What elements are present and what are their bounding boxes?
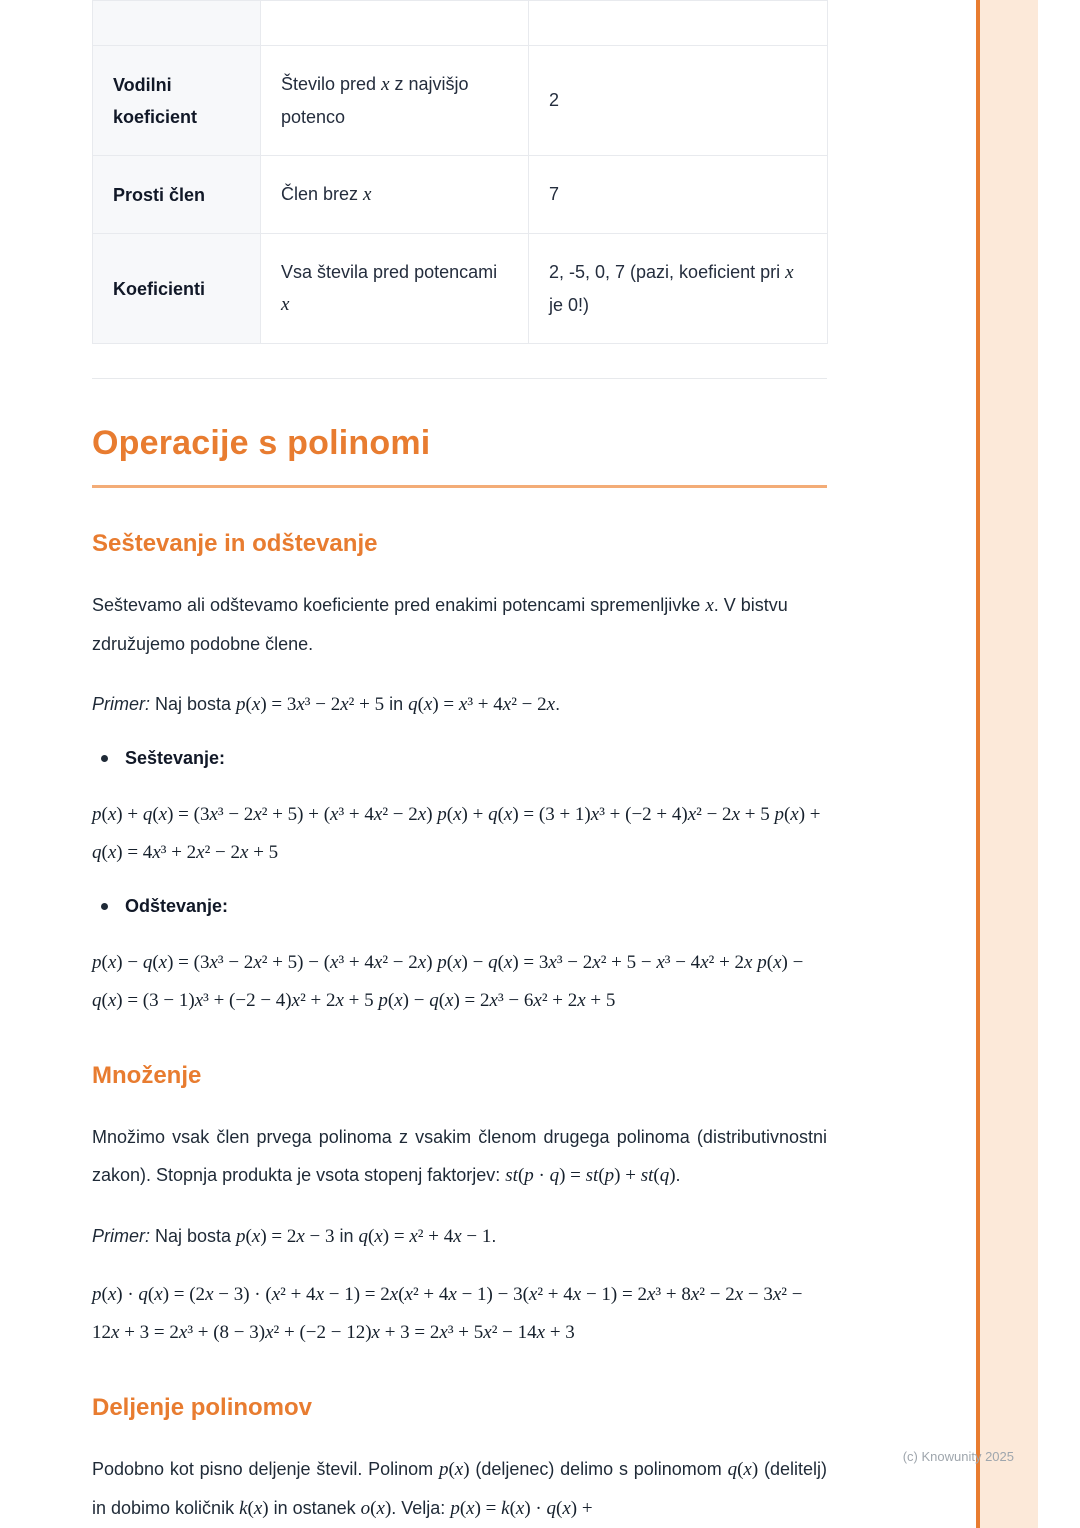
inline-math: p(x) = 2x − 3	[236, 1226, 335, 1247]
inline-math: p(x)	[438, 1459, 470, 1480]
paragraph-text: (delitelj) in dobimo količnik	[92, 1459, 827, 1518]
example-text: in	[384, 694, 409, 714]
document-content	[92, 0, 827, 1528]
inline-math: p(x) = 3x³ − 2x² + 5	[236, 694, 385, 715]
inline-math: x	[363, 184, 372, 205]
example-text: Naj bosta	[150, 1226, 237, 1246]
inline-math: x	[705, 595, 714, 616]
example-text: 2	[549, 90, 560, 110]
bullet-label: Odštevanje:	[125, 896, 229, 916]
inline-math: p(x) = k(x) · q(x) +	[450, 1498, 593, 1519]
example-text: Naj bosta	[150, 694, 237, 714]
page-margin-decoration	[980, 0, 1038, 1528]
table-row	[93, 234, 828, 344]
bullet-label: Seštevanje:	[125, 748, 226, 768]
table-definition-cell	[261, 156, 529, 234]
inline-math: q(x) = x³ + 4x² − 2x	[408, 694, 556, 715]
paragraph-text: Podobno kot pisno deljenje števil. Polinom	[92, 1459, 439, 1479]
inline-math: q(x) = x² + 4x − 1	[358, 1226, 492, 1247]
math-block-subtraction: p(x) − q(x) = (3x³ − 2x² + 5) − (x³ + 4x² − 2x) p(x) − q(x) = 3x³ − 2x² + 5 − x³ − 4x² + 2x p(x) − q(x) = (3 − 1)x³ + (−2 − 4)x² + 2x + 5 p(x) − q(x) = 2x³ − 6x² + 2x + 5	[92, 952, 804, 1011]
inline-math: o(x)	[360, 1498, 392, 1519]
example-label: Primer:	[92, 694, 150, 714]
definition-text: Člen brez	[281, 184, 364, 204]
paragraph-text: . Velja:	[391, 1498, 451, 1518]
paragraph-text: (deljenec) delimo s polinomom	[469, 1459, 728, 1479]
paragraph-addition-intro	[92, 586, 827, 663]
inline-math: x	[281, 294, 290, 315]
table-row-clipped	[93, 1, 828, 46]
subsection-title-multiplication: Množenje	[92, 1062, 202, 1089]
polynomial-terms-table	[92, 0, 828, 344]
table-term-cell: Koeficienti	[93, 234, 261, 344]
definition-text: z najvišjo potenco	[281, 74, 469, 127]
subsection-title-division: Deljenje polinomov	[92, 1394, 313, 1421]
list-item-subtraction	[92, 888, 827, 924]
paragraph-division-intro	[92, 1450, 827, 1528]
inline-math: st(p · q) = st(p) + st(q)	[505, 1165, 676, 1186]
page-margin-line	[976, 0, 980, 1528]
paragraph-text: .	[675, 1165, 681, 1185]
math-block-multiplication: p(x) · q(x) = (2x − 3) · (x² + 4x − 1) = 2x(x² + 4x − 1) − 3(x² + 4x − 1) = 2x³ + 8x² − 2x − 3x² − 12x + 3 = 2x³ + (8 − 3)x² + (−2 − 12)x + 3 = 2x³ + 5x² − 14x + 3	[92, 1284, 803, 1343]
bullet-icon	[101, 755, 108, 762]
paragraph-text: . V bistvu združujemo podobne člene.	[92, 595, 788, 654]
paragraph-text: in ostanek	[268, 1498, 361, 1518]
example-line-multiplication	[92, 1217, 827, 1256]
inline-math: x	[785, 262, 794, 283]
table-definition-cell	[261, 234, 529, 344]
paragraph-text: Množimo vsak člen prvega polinoma z vsakim členom drugega polinoma (distributivnostni zakon). Stopnja produkta je vsota stopenj faktorjev:	[92, 1127, 827, 1185]
paragraph-multiplication-intro	[92, 1118, 827, 1195]
example-text: 7	[549, 184, 560, 204]
table-term-cell: Prosti člen	[93, 156, 261, 234]
math-block-addition: p(x) + q(x) = (3x³ − 2x² + 5) + (x³ + 4x² − 2x) p(x) + q(x) = (3 + 1)x³ + (−2 + 4)x² − 2x + 5 p(x) + q(x) = 4x³ + 2x² − 2x + 5	[92, 804, 821, 863]
example-text: .	[491, 1226, 497, 1246]
inline-math: x	[381, 74, 390, 95]
definition-text: Število pred	[281, 74, 382, 94]
bullet-icon	[101, 903, 108, 910]
table-example-cell	[529, 234, 828, 344]
table-term-cell	[93, 1, 261, 46]
inline-math: q(x)	[727, 1459, 759, 1480]
subsection-title-addition-subtraction: Seštevanje in odštevanje	[92, 530, 378, 557]
example-text: in	[334, 1226, 359, 1246]
definition-text: Vsa števila pred potencami	[281, 262, 498, 282]
example-text: .	[555, 694, 561, 714]
table-term-cell: Vodilni koeficient	[93, 46, 261, 156]
inline-math: k(x)	[239, 1498, 269, 1519]
table-example-cell	[529, 156, 828, 234]
example-line-addition	[92, 685, 827, 724]
table-definition-cell	[261, 1, 529, 46]
example-label: Primer:	[92, 1226, 150, 1246]
section-divider	[92, 378, 827, 379]
section-heading-wrap	[92, 421, 827, 488]
table-row	[93, 46, 828, 156]
list-item-addition	[92, 740, 827, 776]
table-example-cell	[529, 46, 828, 156]
copyright-note: (c) Knowunity 2025	[902, 1449, 1014, 1464]
table-row	[93, 156, 828, 234]
paragraph-text: Seštevamo ali odštevamo koeficiente pred enakimi potencami spremenljivke	[92, 595, 706, 615]
table-example-cell	[529, 1, 828, 46]
table-definition-cell	[261, 46, 529, 156]
example-text: 2, -5, 0, 7 (pazi, koeficient pri	[549, 262, 786, 282]
section-title: Operacije s polinomi	[92, 424, 431, 462]
example-text: je 0!)	[549, 295, 590, 315]
